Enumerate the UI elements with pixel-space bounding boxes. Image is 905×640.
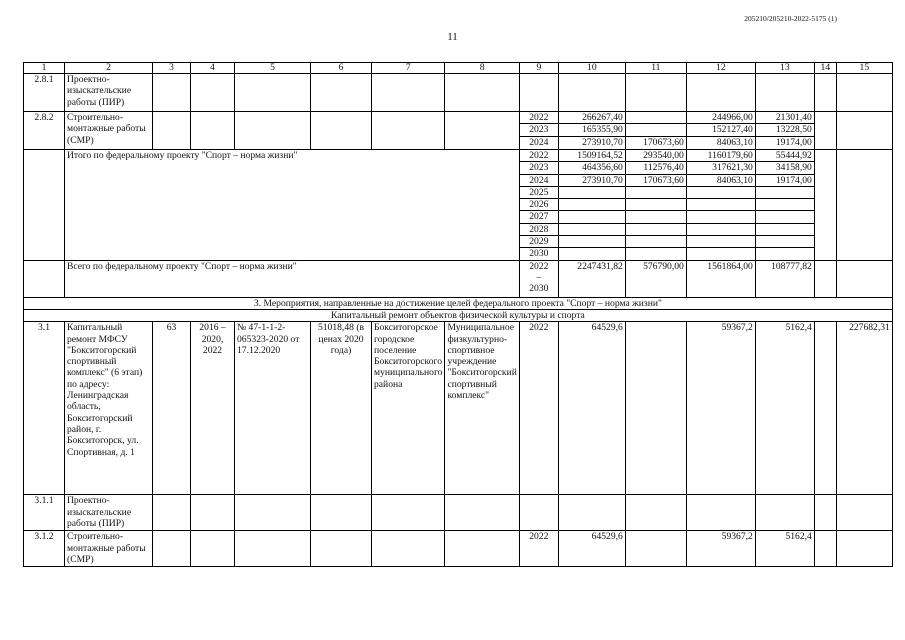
year-cell: 2022	[529, 260, 549, 272]
value-cell: 293540,00	[643, 150, 684, 161]
column-number-row	[24, 63, 893, 74]
value-cell: 55444,92	[775, 150, 812, 161]
value-cell: 244966,00	[712, 112, 753, 123]
cell-municipality: Бокситогорское городское поселение Бокситогорского муниципального района	[372, 322, 445, 495]
value-cell: 108777,82	[755, 260, 814, 297]
year-cell: 2022	[519, 531, 558, 567]
section-row	[24, 297, 893, 309]
year-cell: 2028	[520, 223, 558, 235]
value-cell: 112576,40	[626, 162, 686, 174]
value-cell: 317621,30	[687, 162, 755, 174]
value-cell: 273910,70	[559, 174, 625, 186]
col-num: 6	[311, 63, 372, 74]
cell-cost: 51018,48 (в ценах 2020 года)	[311, 322, 372, 495]
row-name: Проектно-изыскательские работы (ПИР)	[65, 495, 153, 531]
subsection-heading: Капитальный ремонт объектов физической культуры и спорта	[24, 309, 893, 321]
row-name: Капитальный ремонт МФСУ "Бокситогорский спортивный комплекс" (6 этап) по адресу: Ленинградская область, Бокситогорский район, г. Бокситогорск, ул. Спортивная, д. 1	[65, 322, 153, 495]
col-num: 8	[445, 63, 519, 74]
year-cell: 2025	[520, 186, 558, 198]
subtotal-row	[24, 150, 893, 261]
value-cell: 1561864,00	[686, 260, 755, 297]
row-number: 3.1	[24, 322, 65, 495]
value-cell: 576790,00	[625, 260, 686, 297]
document-id: 205210/205210-2022-5175 (1)	[744, 14, 837, 23]
row-name: Строительно-монтажные работы (СМР)	[65, 112, 153, 150]
col-num: 13	[755, 63, 814, 74]
year-cell: 2029	[520, 236, 558, 248]
table-row	[24, 74, 893, 112]
value-cell: 227682,31	[836, 322, 892, 495]
row-number: 2.8.2	[24, 112, 65, 150]
value-cell: 1160179,60	[707, 150, 753, 161]
section-heading: 3. Мероприятия, направленные на достижение целей федерального проекта "Спорт – норма жизни"	[24, 297, 893, 309]
value-cell: 1509164,52	[577, 150, 623, 161]
year-cell: 2022	[529, 150, 549, 161]
year-cell: 2023	[520, 162, 558, 174]
value-cell: 34158,90	[756, 162, 814, 174]
col-num: 9	[519, 63, 558, 74]
col-num: 3	[153, 63, 191, 74]
row-name: Строительно-монтажные работы (СМР)	[65, 531, 153, 567]
value-cell: 21301,40	[775, 112, 812, 123]
value-cell: 2247431,82	[558, 260, 625, 297]
value-cell: 64529,6	[558, 531, 625, 567]
cell-expertise: № 47-1-1-2-065323-2020 от 17.12.2020	[235, 322, 311, 495]
subtotal-label: Итого по федеральному проекту "Спорт – норма жизни"	[65, 150, 520, 261]
value-cell: 84063,10	[687, 174, 755, 186]
total-row	[24, 260, 893, 297]
row-number: 3.1.1	[24, 495, 65, 531]
col-num: 15	[836, 63, 892, 74]
value-cell: 5162,4	[755, 531, 814, 567]
value-cell: 170673,60	[626, 136, 686, 148]
year-cell: 2022	[529, 112, 549, 123]
year-cell: 2024	[520, 136, 558, 148]
year-cell: 2030	[529, 282, 549, 294]
col-num: 7	[372, 63, 445, 74]
value-cell: 273910,70	[559, 136, 625, 148]
value-cell: 165355,90	[559, 124, 625, 136]
col-num: 2	[65, 63, 153, 74]
value-cell: 5162,4	[755, 322, 814, 495]
value-cell: 59367,2	[686, 322, 755, 495]
table-row	[24, 531, 893, 567]
col-num: 12	[686, 63, 755, 74]
year-cell: 2030	[520, 248, 558, 260]
value-cell	[626, 124, 686, 136]
cell-institution: Муниципальное физкультурно-спортивное учреждение "Бокситогорский спортивный комплекс"	[445, 322, 519, 495]
year-cell: 2027	[520, 211, 558, 223]
year-dash: –	[536, 271, 542, 283]
col-num: 14	[814, 63, 836, 74]
cell-capacity: 63	[153, 322, 191, 495]
value-cell: 170673,60	[626, 174, 686, 186]
col-num: 4	[191, 63, 235, 74]
year-cell: 2022	[519, 322, 558, 495]
value-cell: 13228,50	[756, 124, 814, 136]
table-row	[24, 322, 893, 495]
row-number: 2.8.1	[24, 74, 65, 112]
row-number: 3.1.2	[24, 531, 65, 567]
cell-period: 2016 – 2020, 2022	[191, 322, 235, 495]
value-cell: 152127,40	[687, 124, 755, 136]
year-cell: 2026	[520, 199, 558, 211]
value-cell: 464356,60	[559, 162, 625, 174]
col-num: 10	[558, 63, 625, 74]
row-name: Проектно-изыскательские работы (ПИР)	[65, 74, 153, 112]
year-cell: 2024	[520, 174, 558, 186]
total-label: Всего по федеральному проекту "Спорт – норма жизни"	[65, 260, 520, 297]
col-num: 11	[625, 63, 686, 74]
value-cell	[626, 112, 686, 124]
table-row	[24, 112, 893, 150]
col-num: 1	[24, 63, 65, 74]
subsection-row	[24, 309, 893, 321]
value-cell: 266267,40	[582, 112, 623, 123]
table-row	[24, 495, 893, 531]
value-cell: 64529,6	[558, 322, 625, 495]
value-cell: 59367,2	[686, 531, 755, 567]
page-number: 11	[447, 31, 458, 43]
year-cell: 2023	[520, 124, 558, 136]
value-cell: 19174,00	[756, 174, 814, 186]
col-num: 5	[235, 63, 311, 74]
value-cell: 19174,00	[756, 136, 814, 148]
value-cell: 84063,10	[687, 136, 755, 148]
budget-table	[23, 62, 893, 567]
